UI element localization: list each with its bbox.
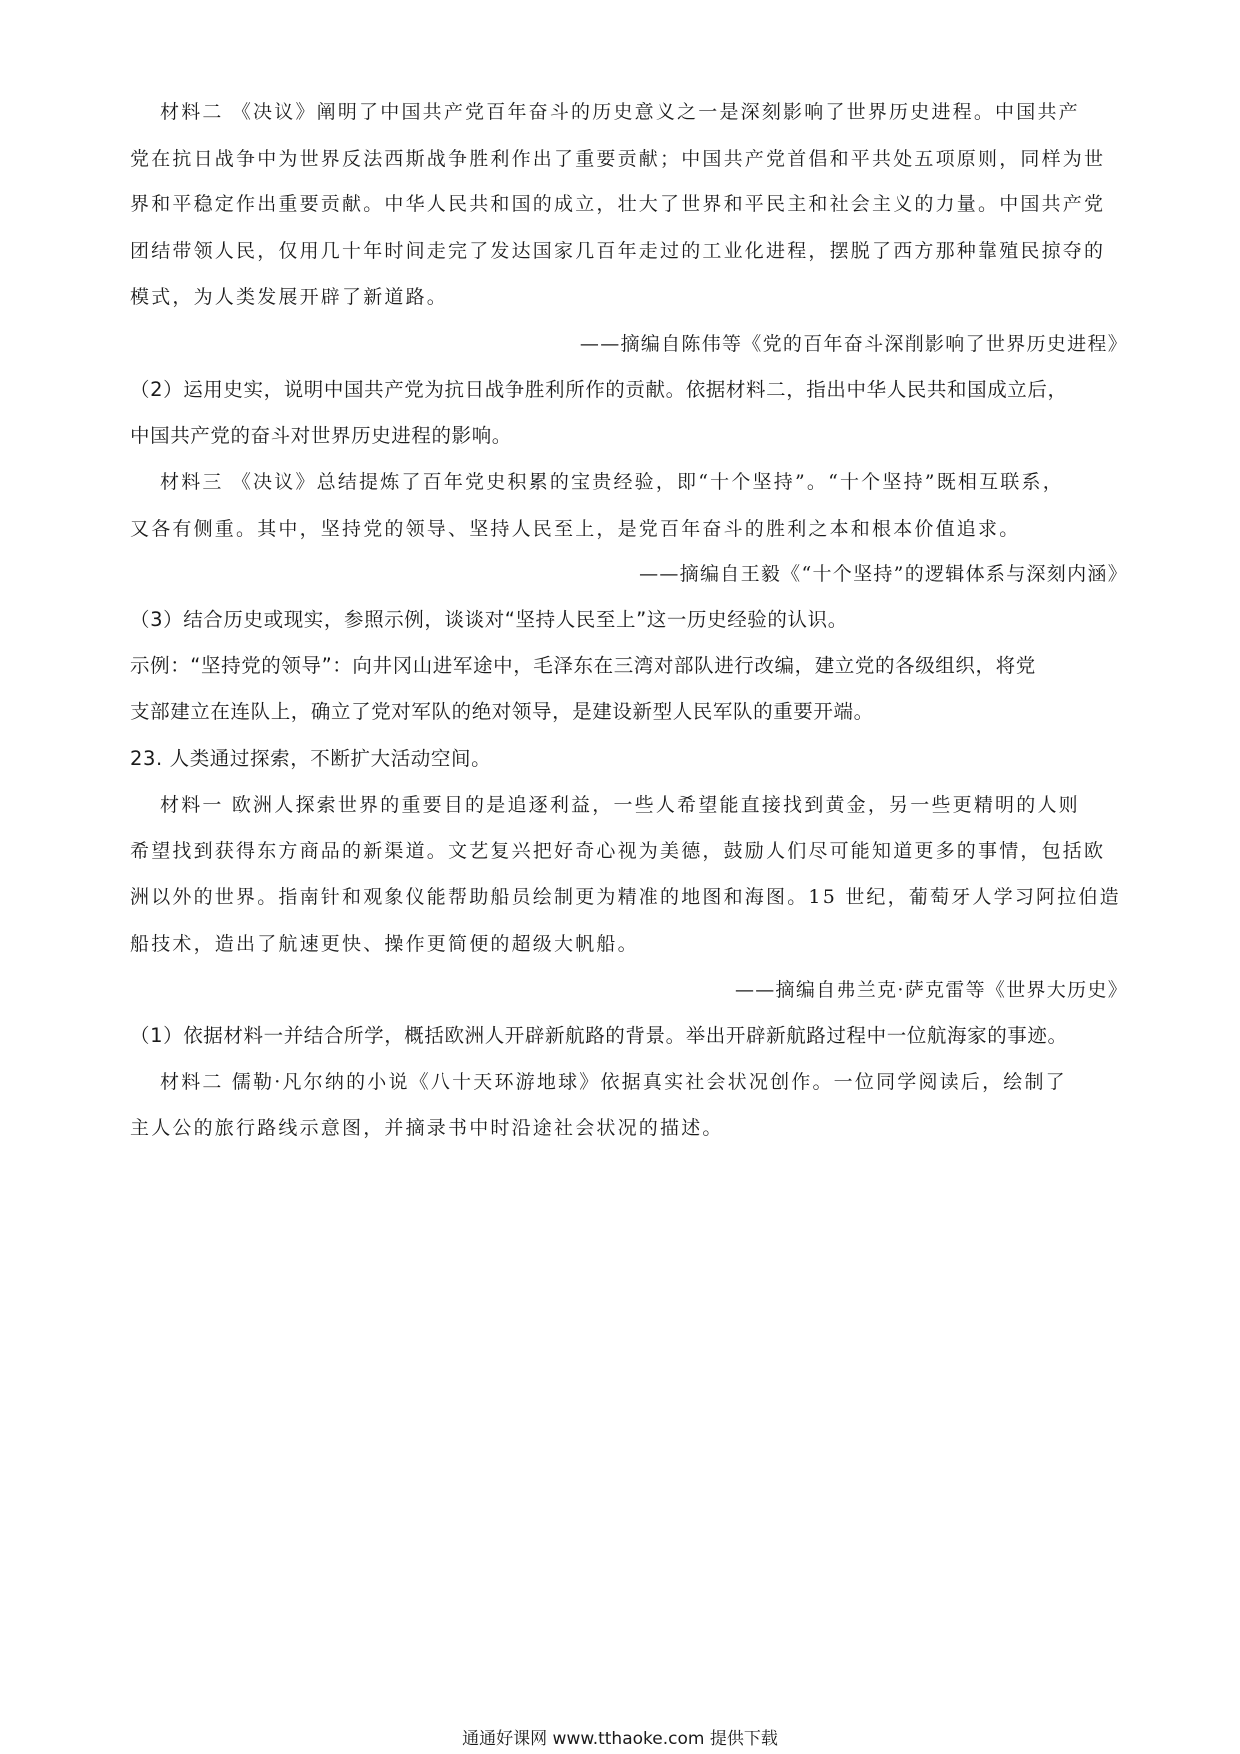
material-3-line-1: 材料三 《决议》总结提炼了百年党史积累的宝贵经验，即“十个坚持”。“十个坚持”既相互联系，: [160, 471, 1064, 493]
material-1-line-4: 船技术，造出了航速更快、操作更简便的超级大帆船。: [130, 933, 639, 955]
material-2-line-3: 界和平稳定作出重要贡献。中华人民共和国的成立，壮大了世界和平民主和社会主义的力量。中国共产党: [130, 193, 1106, 215]
material-2-line-2: 党在抗日战争中为世界反法西斯战争胜利作出了重要贡献；中国共产党首倡和平共处五项原则，同样为世: [130, 148, 1106, 170]
question-1-prompt: （1）依据材料一并结合所学，概括欧洲人开辟新航路的背景。举出开辟新航路过程中一位航海家的事迹。: [130, 1024, 1068, 1047]
material-2-line-1: 材料二 《决议》阐明了中国共产党百年奋斗的历史意义之一是深刻影响了世界历史进程。中国共产: [160, 101, 1080, 123]
question-2-line-2: 中国共产党的奋斗对世界历史进程的影响。: [130, 424, 512, 447]
material-2b-line-2: 主人公的旅行路线示意图，并摘录书中时沿途社会状况的描述。: [130, 1117, 724, 1139]
material-2-line-5: 模式，为人类发展开辟了新道路。: [130, 286, 449, 308]
question-23-heading: 23. 人类通过探索，不断扩大活动空间。: [130, 747, 492, 770]
material-1-source: ——摘编自弗兰克·萨克雷等《世界大历史》: [734, 979, 1128, 1001]
material-2b-line-1: 材料二 儒勒·凡尔纳的小说《八十天环游地球》依据真实社会状况创作。一位同学阅读后，绘制了: [160, 1071, 1067, 1093]
material-3-line-2: 又各有侧重。其中，坚持党的领导、坚持人民至上，是党百年奋斗的胜利之本和根本价值追求。: [130, 518, 1021, 540]
material-1-line-1: 材料一 欧洲人探索世界的重要目的是追逐利益，一些人希望能直接找到黄金，另一些更精明的人则: [160, 794, 1080, 816]
material-3-source: ——摘编自王毅《“十个坚持”的逻辑体系与深刻内涵》: [639, 563, 1128, 585]
example-line-1: 示例：“坚持党的领导”：向井冈山进军途中，毛泽东在三湾对部队进行改编，建立党的各级组织，将党: [130, 654, 1036, 677]
material-1-line-2: 希望找到获得东方商品的新渠道。文艺复兴把好奇心视为美德，鼓励人们尽可能知道更多的事情，包括欧: [130, 840, 1106, 862]
material-2-line-4: 团结带领人民，仅用几十年时间走完了发达国家几百年走过的工业化进程，摆脱了西方那种靠殖民掠夺的: [130, 240, 1106, 262]
material-2-source: ——摘编自陈伟等《党的百年奋斗深削影响了世界历史进程》: [579, 333, 1128, 355]
material-1-line-3: 洲以外的世界。指南针和观象仪能帮助船员绘制更为精准的地图和海图。15 世纪，葡萄牙人学习阿拉伯造: [130, 886, 1121, 908]
example-line-2: 支部建立在连队上，确立了党对军队的绝对领导，是建设新型人民军队的重要开端。: [130, 700, 874, 723]
question-2-line-1: （2）运用史实，说明中国共产党为抗日战争胜利所作的贡献。依据材料二，指出中华人民共和国成立后，: [130, 378, 1068, 401]
question-3-prompt: （3）结合历史或现实，参照示例，谈谈对“坚持人民至上”这一历史经验的认识。: [130, 608, 848, 631]
footer-source: 通通好课网 www.tthaoke.com 提供下载: [462, 1729, 778, 1749]
